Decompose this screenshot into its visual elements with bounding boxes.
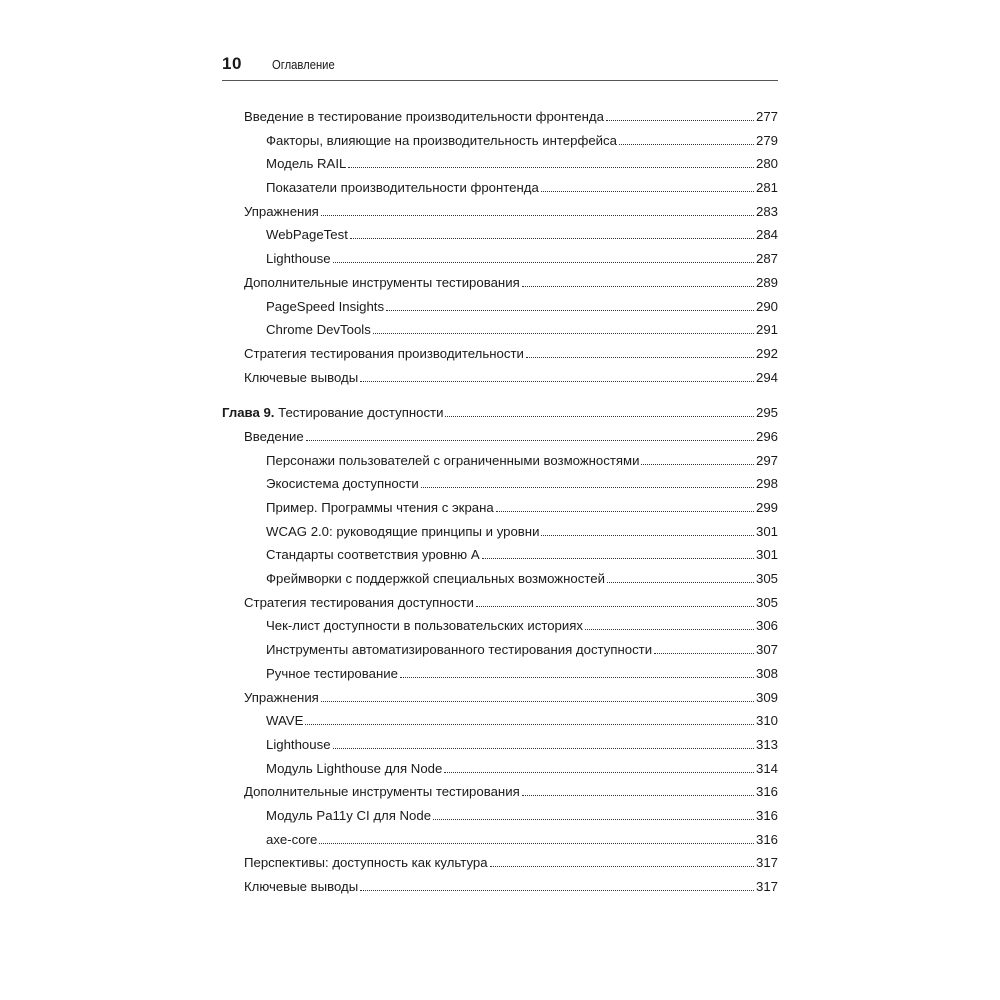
- toc-entry-title: Модель RAIL: [266, 156, 347, 172]
- page-ref: 277: [755, 109, 778, 124]
- toc-entry-title: Пример. Программы чтения с экрана: [266, 500, 494, 515]
- toc-entry-title: WAVE: [266, 713, 304, 729]
- toc-chapter-row[interactable]: [222, 401, 778, 425]
- page-ref: 305: [755, 594, 778, 610]
- dot-leader: [445, 415, 754, 417]
- toc-entry[interactable]: [222, 662, 778, 686]
- page-ref: 317: [755, 879, 778, 894]
- dot-leader: [607, 581, 754, 583]
- toc-entry-title: Введение: [244, 428, 304, 444]
- toc-entry-title: Chrome DevTools: [266, 322, 371, 338]
- toc-entry[interactable]: [222, 828, 778, 852]
- toc-entry[interactable]: [222, 342, 778, 366]
- toc-entry[interactable]: [222, 780, 778, 804]
- dot-leader: [641, 463, 754, 465]
- dot-leader: [321, 700, 754, 702]
- page-ref: 316: [755, 807, 778, 823]
- toc-entry-title: Чек-лист доступности в пользовательских историях: [266, 618, 583, 634]
- dot-leader: [619, 143, 754, 145]
- toc-entry-title: Персонажи пользователей с ограниченными возможностями: [266, 452, 640, 468]
- toc-entry-title: PageSpeed Insights: [266, 298, 385, 314]
- section-gap: [222, 389, 778, 401]
- chapter-title: Тестирование доступности: [274, 405, 444, 421]
- toc-entry[interactable]: [222, 851, 778, 875]
- page-ref: 305: [755, 571, 778, 587]
- page-ref: 296: [755, 428, 778, 444]
- page-header: [222, 54, 778, 81]
- toc-entry[interactable]: [222, 200, 778, 224]
- toc-entry[interactable]: [222, 875, 778, 899]
- page-ref: 298: [755, 476, 778, 492]
- dot-leader: [522, 794, 754, 796]
- dot-leader: [333, 261, 754, 263]
- page-ref: 316: [755, 831, 778, 847]
- page-ref: 313: [755, 736, 778, 752]
- toc-entry-title: Дополнительные инструменты тестирования: [244, 274, 520, 290]
- toc-entry[interactable]: [222, 247, 778, 271]
- toc-entry-title: WebPageTest: [266, 227, 348, 243]
- page-ref: 317: [755, 855, 778, 871]
- toc-entry-title: Фреймворки с поддержкой специальных возможностей: [266, 571, 605, 587]
- toc-entry-title: axe-core: [266, 831, 318, 847]
- toc-entry-title: Введение в тестирование производительности фронтенда: [244, 109, 604, 124]
- toc-entry-title: Перспективы: доступность как культура: [244, 855, 488, 871]
- page-ref: 281: [755, 180, 778, 196]
- page-ref: 297: [755, 452, 778, 468]
- toc-entry[interactable]: [222, 638, 778, 662]
- toc-entry-title: Lighthouse: [266, 736, 331, 752]
- dot-leader: [541, 534, 754, 536]
- page-ref: 290: [755, 298, 778, 314]
- toc-entry[interactable]: [222, 295, 778, 319]
- toc-section-performance: [222, 105, 778, 389]
- page-ref: 309: [755, 689, 778, 705]
- dot-leader: [333, 747, 754, 749]
- toc-entry[interactable]: [222, 709, 778, 733]
- page-ref: 316: [755, 784, 778, 800]
- page-ref: 299: [755, 500, 778, 515]
- toc-entry-title: Показатели производительности фронтенда: [266, 180, 539, 196]
- toc-entry[interactable]: [222, 567, 778, 591]
- toc-entry[interactable]: [222, 105, 778, 129]
- dot-leader: [585, 628, 754, 630]
- dot-leader: [350, 237, 754, 239]
- toc-entry[interactable]: [222, 757, 778, 781]
- toc-entry-title: Факторы, влияющие на производительность интерфейса: [266, 132, 617, 148]
- toc-section-accessibility: [222, 425, 778, 899]
- toc-entry[interactable]: [222, 223, 778, 247]
- toc-entry-title: Модуль Lighthouse для Node: [266, 760, 443, 776]
- page-ref: 301: [755, 547, 778, 563]
- toc-entry[interactable]: [222, 591, 778, 615]
- toc-entry[interactable]: [222, 686, 778, 710]
- running-title: Оглавление: [272, 58, 335, 72]
- page-ref: 284: [755, 227, 778, 243]
- toc-entry-title: WCAG 2.0: руководящие принципы и уровни: [266, 523, 540, 539]
- dot-leader: [360, 889, 754, 891]
- toc-entry[interactable]: [222, 366, 778, 390]
- dot-leader: [319, 842, 754, 844]
- toc-entry-title: Ручное тестирование: [266, 665, 398, 681]
- toc-entry[interactable]: [222, 449, 778, 473]
- toc-entry[interactable]: [222, 271, 778, 295]
- dot-leader: [305, 723, 754, 725]
- dot-leader: [526, 356, 754, 358]
- page-ref: 301: [755, 523, 778, 539]
- page-ref: 314: [755, 760, 778, 776]
- page-number: 10: [222, 54, 242, 73]
- page-ref: 287: [755, 251, 778, 267]
- dot-leader: [306, 439, 754, 441]
- page-ref: 310: [755, 713, 778, 729]
- dot-leader: [321, 214, 754, 216]
- page-ref: 291: [755, 322, 778, 338]
- toc-entry[interactable]: [222, 152, 778, 176]
- dot-leader: [490, 865, 754, 867]
- dot-leader: [400, 676, 754, 678]
- toc-entry-title: Lighthouse: [266, 251, 331, 267]
- page-ref: 295: [755, 405, 778, 421]
- page-ref: 289: [755, 274, 778, 290]
- toc-entry[interactable]: [222, 129, 778, 153]
- toc-entry-title: Дополнительные инструменты тестирования: [244, 784, 520, 800]
- page-ref: 283: [755, 203, 778, 219]
- toc-entry[interactable]: [222, 472, 778, 496]
- toc-entry-title: Стратегия тестирования производительности: [244, 345, 524, 361]
- chapter-label: Глава 9.: [222, 405, 275, 421]
- dot-leader: [606, 119, 754, 121]
- dot-leader: [386, 309, 754, 311]
- toc-entry-title: Стратегия тестирования доступности: [244, 594, 474, 610]
- toc-entry[interactable]: [222, 614, 778, 638]
- page-ref: 280: [755, 156, 778, 172]
- dot-leader: [373, 332, 754, 334]
- dot-leader: [654, 652, 754, 654]
- dot-leader: [348, 166, 754, 168]
- dot-leader: [360, 380, 754, 382]
- dot-leader: [421, 486, 754, 488]
- page-ref: 279: [755, 132, 778, 148]
- dot-leader: [522, 285, 754, 287]
- dot-leader: [496, 510, 754, 512]
- toc-entry-title: Упражнения: [244, 689, 319, 705]
- table-of-contents: [222, 105, 778, 899]
- dot-leader: [444, 771, 754, 773]
- toc-entry[interactable]: [222, 176, 778, 200]
- toc-entry-title: Ключевые выводы: [244, 879, 359, 894]
- toc-entry-title: Ключевые выводы: [244, 369, 359, 385]
- page-ref: 308: [755, 665, 778, 681]
- dot-leader: [433, 818, 754, 820]
- toc-entry-title: Инструменты автоматизированного тестирования доступности: [266, 642, 653, 658]
- page-ref: 292: [755, 345, 778, 361]
- dot-leader: [541, 190, 754, 192]
- toc-entry-title: Модуль Pa11y CI для Node: [266, 807, 432, 823]
- toc-entry[interactable]: [222, 496, 778, 520]
- toc-entry[interactable]: [222, 425, 778, 449]
- toc-entry[interactable]: [222, 318, 778, 342]
- page-ref: 307: [755, 642, 778, 658]
- toc-entry[interactable]: [222, 543, 778, 567]
- dot-leader: [482, 557, 754, 559]
- toc-entry[interactable]: [222, 520, 778, 544]
- toc-entry[interactable]: [222, 804, 778, 828]
- dot-leader: [476, 605, 754, 607]
- toc-entry-title: Экосистема доступности: [266, 476, 419, 492]
- page-ref: 306: [755, 618, 778, 634]
- toc-entry[interactable]: [222, 733, 778, 757]
- toc-entry-title: Стандарты соответствия уровню А: [266, 547, 480, 563]
- toc-entry-title: Упражнения: [244, 203, 319, 219]
- page-ref: 294: [755, 369, 778, 385]
